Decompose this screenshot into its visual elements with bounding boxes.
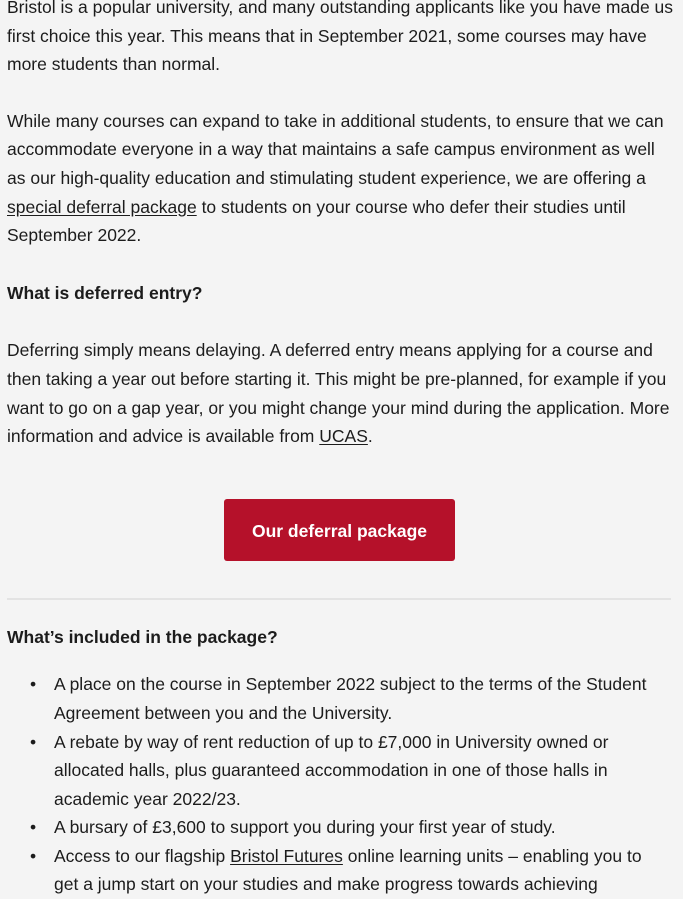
deferred-text-end: . <box>367 426 373 447</box>
bullet-icon: • <box>30 731 37 752</box>
list-item <box>0 813 668 842</box>
section-divider <box>7 598 671 600</box>
list-item-text-start: Access to our flagship <box>54 845 231 866</box>
list-item-text-end: online learning units – enabling you to get a jump start on your studies and make progress towards achieving <box>54 845 642 895</box>
offer-text-end: to students on your course who defer their studies until September 2022. <box>7 196 626 246</box>
list-item <box>0 842 668 899</box>
deferral-offer-paragraph <box>0 107 675 250</box>
list-item <box>0 728 668 814</box>
deferral-package-button[interactable]: Our deferral package <box>224 499 455 561</box>
bullet-icon: • <box>30 674 37 695</box>
offer-text-start: While many courses can expand to take in additional students, to ensure that we can accommodate everyone in a way that maintains a safe campus environment as well as our high-quality education and stimulating student experience, we are offering a <box>7 110 664 188</box>
package-benefits-list <box>0 670 683 899</box>
ucas-link[interactable]: UCAS <box>319 426 368 447</box>
cta-container <box>0 499 683 561</box>
list-item-text: A rebate by way of rent reduction of up to £7,000 in University owned or allocated halls, plus guaranteed accommodation in one of those halls in academic year 2022/23. <box>54 731 609 809</box>
bullet-icon: • <box>30 817 37 838</box>
list-item <box>0 670 668 727</box>
list-item-text: A place on the course in September 2022 subject to the terms of the Student Agreement between you and the University. <box>54 674 647 723</box>
deferred-entry-heading: What is deferred entry? <box>7 282 203 303</box>
deferred-text-start: Deferring simply means delaying. A deferred entry means applying for a course and then taking a year out before starting it. This might be pre-planned, for example if you want to go on a gap year, or you might change your mind during the application. More information and advice is available from <box>7 340 670 447</box>
bristol-futures-link[interactable]: Bristol Futures <box>230 845 343 866</box>
bullet-icon: • <box>30 845 37 866</box>
list-item-text: A bursary of £3,600 to support you during your first year of study. <box>54 817 556 838</box>
deferred-entry-paragraph <box>0 336 675 450</box>
package-heading: What’s included in the package? <box>7 626 278 647</box>
intro-paragraph: Bristol is a popular university, and many outstanding applicants like you have made us first choice this year. This means that in September 2021, some courses may have more students than normal. <box>7 0 674 75</box>
special-deferral-package-link[interactable]: special deferral package <box>7 196 197 217</box>
